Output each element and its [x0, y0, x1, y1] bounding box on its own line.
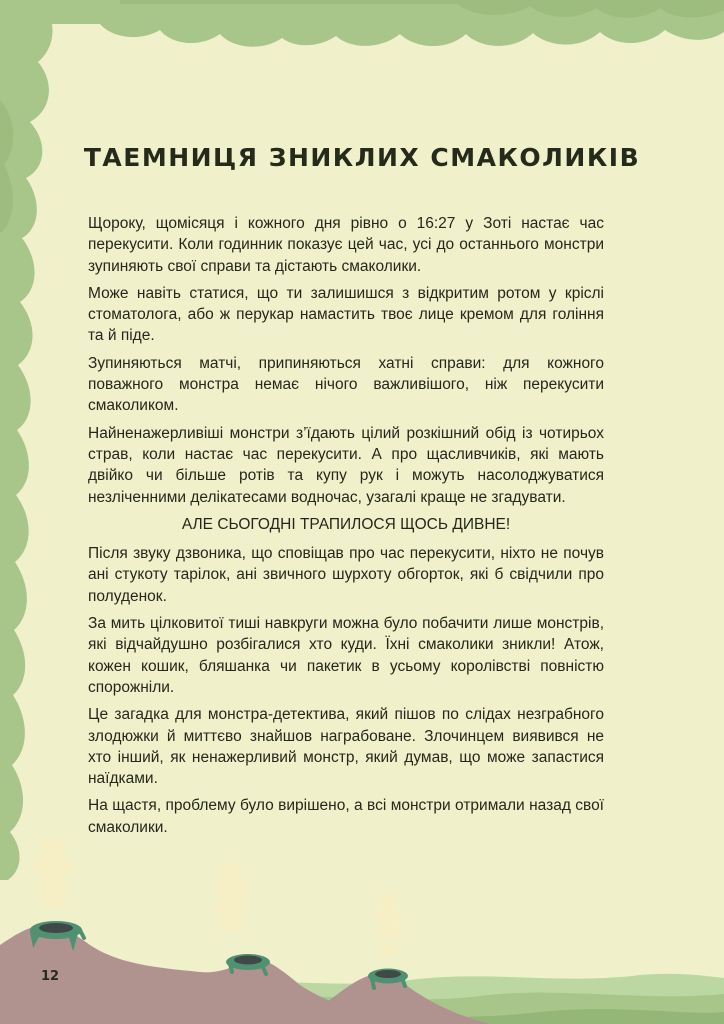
paragraph: Щороку, щомісяця і кожного дня рівно о 16:27 у Зоті настає час перекусити. Коли годинник показує цей час, усі до останнього монстри зупиняють свої справи та дістають смаколики. — [88, 215, 604, 275]
page-title: ТАЕМНИЦЯ ЗНИКЛИХ СМАКОЛИКІВ — [83, 143, 641, 172]
story-text — [88, 213, 604, 844]
paragraph: Це загадка для монстра-детектива, який пішов по слідах незграбного злодюжки й миттєво знайшов награбоване. Злочинцем виявився не хто інший, як ненажерливий монстр, який думав, що може запастися наїдками. — [88, 706, 604, 788]
tree-canopy-left-icon — [0, 0, 53, 880]
steam-puffs-icon — [32, 838, 402, 956]
paragraph: Найненажерливіші монстри з’їдають цілий розкішний обід із чотирьох страв, коли настає час перекусити. А про щасливчиків, які мають двійко чи більше ротів та купу рук і можуть насолоджуватися незліченними делікатесами водночас, узагалі краще не згадувати. — [88, 424, 604, 506]
page-number: 12 — [41, 969, 60, 984]
tree-canopy-top-icon — [0, 0, 724, 47]
paragraph: За мить цілковитої тиші навкруги можна було побачити лише монстрів, які відчайдушно розбігалися хто куди. Їхні смаколики зникли! Атож, кожен кошик, бляшанка чи пакетик в усьому королівстві повністю спорожніли. — [88, 615, 604, 696]
paragraph: Після звуку дзвоника, що сповіщав про час перекусити, ніхто не почув ані стукоту тарілок, ані звичного шурхоту обгорток, які б свідчили про полуденок. — [88, 545, 604, 605]
paragraph: Може навіть статися, що ти залишишся з відкритим ротом у кріслі стоматолога, або ж перукар намастить твоє лице кремом для гоління та й піде. — [88, 284, 604, 345]
paragraph: Зупиняються матчі, припиняються хатні справи: для кожного поважного монстра немає нічого важливішого, ніж перекусити смаколиком. — [88, 354, 604, 415]
section-heading: АЛЕ СЬОГОДНІ ТРАПИЛОСЯ ЩОСЬ ДИВНЕ! — [181, 515, 511, 533]
volcano-hills-icon — [0, 921, 490, 1024]
paragraph: На щастя, проблему було вирішено, а всі монстри отримали назад свої смаколики. — [88, 797, 604, 836]
